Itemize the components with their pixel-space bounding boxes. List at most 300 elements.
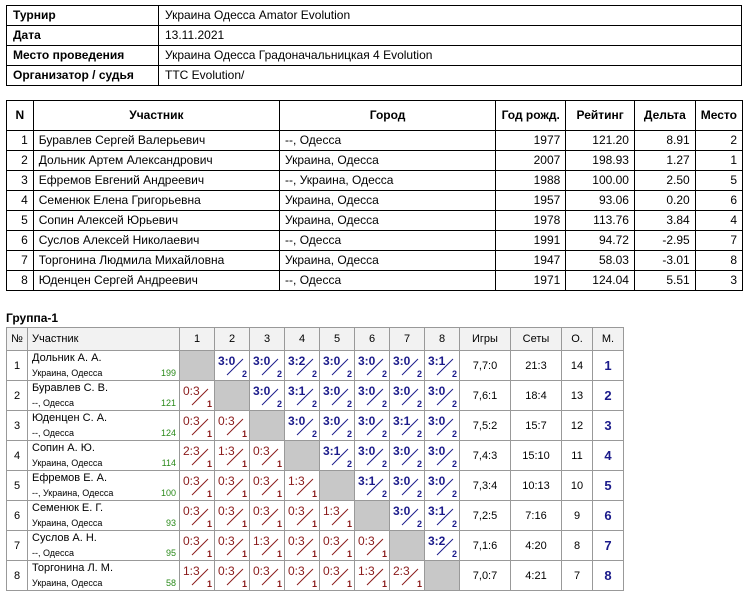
match-points: 2 — [311, 429, 317, 439]
match-score: 0:3 — [183, 384, 200, 398]
match-score: 3:0 — [428, 414, 446, 428]
games-cell: 7,1:6 — [460, 531, 511, 561]
match-score: 0:3 — [288, 534, 305, 548]
group-player-cell — [28, 561, 180, 591]
match-points: 2 — [346, 399, 352, 409]
participants-cell: 124.04 — [566, 271, 635, 291]
participants-cell: Украина, Одесса — [280, 211, 496, 231]
match-score: 2:3 — [183, 444, 200, 458]
match-score: 0:3 — [253, 504, 270, 518]
match-score: 3:1 — [323, 444, 341, 458]
match-score: 3:0 — [428, 444, 446, 458]
points-cell: 13 — [562, 381, 593, 411]
match-points: 1 — [346, 579, 352, 589]
match-score-cell — [425, 501, 460, 531]
self-match-cell — [390, 531, 425, 561]
participants-cell: Украина, Одесса — [280, 191, 496, 211]
match-points: 1 — [206, 459, 212, 469]
group-row — [7, 351, 624, 381]
match-score: 3:1 — [428, 354, 446, 368]
match-score: 3:0 — [323, 414, 341, 428]
match-points: 2 — [451, 369, 457, 379]
match-points: 2 — [416, 369, 422, 379]
match-points: 1 — [206, 399, 212, 409]
self-match-cell — [320, 471, 355, 501]
table-row — [7, 251, 743, 271]
player-rating: 199 — [160, 368, 176, 378]
match-score: 1:3 — [253, 534, 270, 548]
match-score: 3:1 — [428, 504, 446, 518]
group-row — [7, 531, 624, 561]
group-header: 3 — [250, 328, 285, 351]
info-label: Турнир — [7, 6, 159, 26]
participants-cell: 7 — [695, 231, 742, 251]
match-score-cell — [425, 351, 460, 381]
match-score-cell — [425, 471, 460, 501]
player-city: Украина, Одесса — [32, 458, 103, 468]
info-value: Украина Одесса Градоначальницкая 4 Evolution — [159, 46, 742, 66]
group-header: Сеты — [511, 328, 562, 351]
match-score: 3:0 — [288, 414, 306, 428]
match-score: 3:0 — [358, 414, 376, 428]
participants-cell: 1988 — [496, 171, 566, 191]
group-header: М. — [593, 328, 624, 351]
match-points: 1 — [206, 519, 212, 529]
participants-cell: 2007 — [496, 151, 566, 171]
player-name: Ефремов Е. А. — [32, 472, 108, 484]
group-row-number: 2 — [7, 381, 28, 411]
group-row — [7, 441, 624, 471]
match-score-cell — [250, 381, 285, 411]
points-cell: 14 — [562, 351, 593, 381]
match-score: 0:3 — [323, 534, 340, 548]
group-row — [7, 411, 624, 441]
player-city: --, Одесса — [32, 428, 75, 438]
match-score: 3:1 — [288, 384, 306, 398]
match-score-cell — [320, 561, 355, 591]
group-header: 8 — [425, 328, 460, 351]
match-score-cell — [425, 441, 460, 471]
participants-cell: 2 — [7, 151, 34, 171]
match-score: 3:0 — [323, 354, 341, 368]
match-score: 1:3 — [358, 564, 375, 578]
match-score-cell — [285, 501, 320, 531]
player-rating: 114 — [161, 458, 176, 468]
place-cell: 1 — [593, 351, 624, 381]
self-match-cell — [355, 501, 390, 531]
group-header: 7 — [390, 328, 425, 351]
match-score-cell — [320, 381, 355, 411]
player-name: Сопин А. Ю. — [32, 442, 95, 454]
match-score: 1:3 — [183, 564, 200, 578]
participants-cell: 8 — [695, 251, 742, 271]
participants-cell: 1947 — [496, 251, 566, 271]
info-row — [7, 46, 742, 66]
info-value: Украина Одесса Amator Evolution — [159, 6, 742, 26]
match-points: 1 — [241, 459, 247, 469]
match-points: 2 — [381, 459, 387, 469]
points-cell: 11 — [562, 441, 593, 471]
match-points: 2 — [346, 459, 352, 469]
sets-cell: 21:3 — [511, 351, 562, 381]
match-score: 3:0 — [323, 384, 341, 398]
match-points: 1 — [206, 579, 212, 589]
match-score-cell — [390, 471, 425, 501]
match-score: 1:3 — [218, 444, 235, 458]
match-score-cell — [285, 561, 320, 591]
self-match-cell — [285, 441, 320, 471]
participants-header: Город — [280, 101, 496, 131]
match-points: 1 — [276, 459, 282, 469]
participants-cell: 6 — [7, 231, 34, 251]
match-points: 2 — [381, 369, 387, 379]
match-score: 0:3 — [253, 564, 270, 578]
match-score: 3:0 — [218, 354, 236, 368]
match-score: 0:3 — [218, 564, 235, 578]
games-cell: 7,2:5 — [460, 501, 511, 531]
group-title: Группа-1 — [6, 311, 59, 325]
games-cell: 7,4:3 — [460, 441, 511, 471]
match-points: 1 — [241, 429, 247, 439]
match-score-cell — [250, 441, 285, 471]
match-points: 1 — [381, 579, 387, 589]
sets-cell: 10:13 — [511, 471, 562, 501]
sets-cell: 15:7 — [511, 411, 562, 441]
match-score-cell — [320, 501, 355, 531]
match-score-cell — [180, 471, 215, 501]
match-score-cell — [180, 501, 215, 531]
match-score-cell — [215, 471, 250, 501]
points-cell: 12 — [562, 411, 593, 441]
participants-cell: 1 — [7, 131, 34, 151]
group-row-number: 5 — [7, 471, 28, 501]
match-points: 1 — [311, 579, 317, 589]
match-score-cell — [320, 411, 355, 441]
place-cell: 4 — [593, 441, 624, 471]
match-score: 3:2 — [428, 534, 446, 548]
participants-cell: 7 — [7, 251, 34, 271]
match-points: 2 — [241, 369, 247, 379]
participants-header: Дельта — [634, 101, 695, 131]
match-points: 2 — [416, 489, 422, 499]
player-rating: 121 — [160, 398, 176, 408]
group-player-cell — [28, 501, 180, 531]
participants-cell: 1971 — [496, 271, 566, 291]
tournament-info-table — [6, 5, 742, 86]
participants-cell: 1978 — [496, 211, 566, 231]
participants-header: Рейтинг — [566, 101, 635, 131]
match-score: 0:3 — [253, 474, 270, 488]
group-header: 1 — [180, 328, 215, 351]
match-points: 2 — [451, 519, 457, 529]
match-points: 1 — [311, 549, 317, 559]
info-row — [7, 66, 742, 86]
table-row — [7, 191, 743, 211]
points-cell: 7 — [562, 561, 593, 591]
table-row — [7, 231, 743, 251]
match-score: 0:3 — [218, 474, 235, 488]
player-rating: 95 — [165, 548, 176, 558]
group-header: № — [7, 328, 28, 351]
match-score-cell — [390, 351, 425, 381]
match-points: 1 — [241, 549, 247, 559]
match-score-cell — [215, 441, 250, 471]
match-score-cell — [355, 351, 390, 381]
table-row — [7, 211, 743, 231]
match-score: 3:2 — [288, 354, 306, 368]
match-score: 3:0 — [358, 444, 376, 458]
match-score-cell — [180, 411, 215, 441]
participants-cell: Ефремов Евгений Андреевич — [33, 171, 279, 191]
info-value: 13.11.2021 — [159, 26, 742, 46]
player-name: Дольник А. А. — [32, 352, 102, 364]
participants-cell: 58.03 — [566, 251, 635, 271]
participants-cell: 5.51 — [634, 271, 695, 291]
match-score-cell — [390, 441, 425, 471]
participants-cell: Украина, Одесса — [280, 251, 496, 271]
points-cell: 10 — [562, 471, 593, 501]
participants-cell: Торгонина Людмила Михайловна — [33, 251, 279, 271]
participants-cell: 121.20 — [566, 131, 635, 151]
place-cell: 6 — [593, 501, 624, 531]
player-rating: 58 — [165, 578, 176, 588]
match-score: 3:0 — [358, 354, 376, 368]
participants-cell: Буравлев Сергей Валерьевич — [33, 131, 279, 151]
match-points: 1 — [241, 519, 247, 529]
group-player-cell — [28, 531, 180, 561]
match-score: 0:3 — [218, 534, 235, 548]
match-points: 1 — [311, 519, 317, 529]
sets-cell: 4:21 — [511, 561, 562, 591]
participants-cell: 0.20 — [634, 191, 695, 211]
match-points: 1 — [241, 579, 247, 589]
match-score-cell — [355, 441, 390, 471]
games-cell: 7,0:7 — [460, 561, 511, 591]
match-score: 0:3 — [288, 504, 305, 518]
group-player-cell — [28, 441, 180, 471]
player-name: Семенюк Е. Г. — [32, 502, 104, 514]
match-score: 3:0 — [393, 384, 411, 398]
group-row — [7, 501, 624, 531]
participants-cell: Сопин Алексей Юрьевич — [33, 211, 279, 231]
place-cell: 7 — [593, 531, 624, 561]
match-score: 3:0 — [428, 384, 446, 398]
match-points: 1 — [381, 549, 387, 559]
table-row — [7, 171, 743, 191]
table-row — [7, 271, 743, 291]
match-points: 2 — [416, 429, 422, 439]
match-score: 3:0 — [358, 384, 376, 398]
match-score-cell — [285, 531, 320, 561]
match-score-cell — [355, 471, 390, 501]
group-player-cell — [28, 351, 180, 381]
player-city: Украина, Одесса — [32, 518, 103, 528]
player-name: Торгонина Л. М. — [32, 562, 114, 574]
match-points: 2 — [416, 519, 422, 529]
match-score: 0:3 — [323, 564, 340, 578]
participants-cell: 2.50 — [634, 171, 695, 191]
match-score-cell — [215, 351, 250, 381]
match-points: 1 — [416, 579, 422, 589]
match-score: 0:3 — [183, 474, 200, 488]
match-score-cell — [285, 351, 320, 381]
participants-table — [6, 100, 743, 291]
info-row — [7, 6, 742, 26]
self-match-cell — [250, 411, 285, 441]
match-points: 2 — [451, 549, 457, 559]
match-points: 2 — [381, 399, 387, 409]
player-city: Украина, Одесса — [32, 578, 103, 588]
match-points: 2 — [381, 489, 387, 499]
games-cell: 7,7:0 — [460, 351, 511, 381]
match-score-cell — [425, 531, 460, 561]
match-points: 2 — [311, 369, 317, 379]
match-points: 1 — [206, 429, 212, 439]
player-city: --, Украина, Одесса — [32, 488, 114, 498]
match-score-cell — [250, 501, 285, 531]
info-label: Организатор / судья — [7, 66, 159, 86]
match-points: 2 — [416, 399, 422, 409]
match-points: 2 — [451, 459, 457, 469]
sets-cell: 7:16 — [511, 501, 562, 531]
table-row — [7, 151, 743, 171]
match-score-cell — [285, 471, 320, 501]
participants-header: Место — [695, 101, 742, 131]
match-points: 1 — [311, 489, 317, 499]
participants-cell: 1957 — [496, 191, 566, 211]
table-row — [7, 131, 743, 151]
place-cell: 8 — [593, 561, 624, 591]
match-points: 2 — [276, 399, 282, 409]
sets-cell: 4:20 — [511, 531, 562, 561]
participants-cell: 5 — [695, 171, 742, 191]
player-name: Буравлев С. В. — [32, 382, 109, 394]
participants-header: Год рожд. — [496, 101, 566, 131]
match-points: 1 — [346, 549, 352, 559]
participants-cell: 3 — [695, 271, 742, 291]
group-row — [7, 471, 624, 501]
match-points: 1 — [276, 579, 282, 589]
info-value: TTC Evolution/ — [159, 66, 742, 86]
match-score-cell — [180, 531, 215, 561]
participants-cell: Юденцен Сергей Андреевич — [33, 271, 279, 291]
group-row-number: 3 — [7, 411, 28, 441]
self-match-cell — [215, 381, 250, 411]
participants-cell: 113.76 — [566, 211, 635, 231]
participants-cell: 6 — [695, 191, 742, 211]
participants-cell: 198.93 — [566, 151, 635, 171]
games-cell: 7,6:1 — [460, 381, 511, 411]
match-score-cell — [250, 471, 285, 501]
group-row — [7, 561, 624, 591]
participants-cell: 8 — [7, 271, 34, 291]
match-score: 0:3 — [253, 444, 270, 458]
participants-cell: 4 — [7, 191, 34, 211]
info-row — [7, 26, 742, 46]
match-points: 1 — [276, 519, 282, 529]
match-score-cell — [355, 381, 390, 411]
participants-cell: 2 — [695, 131, 742, 151]
match-points: 2 — [451, 489, 457, 499]
group-row-number: 6 — [7, 501, 28, 531]
match-score: 3:0 — [393, 504, 411, 518]
group-row-number: 4 — [7, 441, 28, 471]
participants-cell: --, Одесса — [280, 231, 496, 251]
group-header: 5 — [320, 328, 355, 351]
player-city: Украина, Одесса — [32, 368, 103, 378]
match-points: 2 — [346, 429, 352, 439]
match-score: 3:0 — [253, 384, 271, 398]
match-score: 0:3 — [183, 504, 200, 518]
match-score-cell — [180, 381, 215, 411]
sets-cell: 15:10 — [511, 441, 562, 471]
match-score: 0:3 — [288, 564, 305, 578]
match-score: 3:0 — [428, 474, 446, 488]
group-results-table — [6, 327, 624, 591]
group-row-number: 8 — [7, 561, 28, 591]
participants-cell: -3.01 — [634, 251, 695, 271]
participants-cell: 3.84 — [634, 211, 695, 231]
match-score-cell — [355, 531, 390, 561]
participants-cell: --, Украина, Одесса — [280, 171, 496, 191]
participants-header: N — [7, 101, 34, 131]
match-score: 0:3 — [218, 414, 235, 428]
participants-cell: --, Одесса — [280, 131, 496, 151]
place-cell: 3 — [593, 411, 624, 441]
participants-cell: Суслов Алексей Николаевич — [33, 231, 279, 251]
match-score-cell — [390, 501, 425, 531]
player-rating: 100 — [160, 488, 176, 498]
match-score-cell — [320, 351, 355, 381]
participants-cell: 1991 — [496, 231, 566, 251]
match-score-cell — [250, 531, 285, 561]
match-score-cell — [285, 381, 320, 411]
points-cell: 8 — [562, 531, 593, 561]
group-header: 6 — [355, 328, 390, 351]
match-points: 1 — [346, 519, 352, 529]
match-points: 2 — [276, 369, 282, 379]
group-player-cell — [28, 411, 180, 441]
group-row-number: 1 — [7, 351, 28, 381]
participants-cell: 100.00 — [566, 171, 635, 191]
match-score-cell — [180, 441, 215, 471]
match-score-cell — [285, 411, 320, 441]
self-match-cell — [425, 561, 460, 591]
participants-cell: --, Одесса — [280, 271, 496, 291]
participants-cell: 94.72 — [566, 231, 635, 251]
match-points: 1 — [276, 549, 282, 559]
match-score-cell — [425, 411, 460, 441]
info-label: Место проведения — [7, 46, 159, 66]
match-score: 1:3 — [288, 474, 305, 488]
match-score-cell — [320, 441, 355, 471]
participants-cell: Семенюк Елена Григорьевна — [33, 191, 279, 211]
match-points: 2 — [311, 399, 317, 409]
participants-cell: -2.95 — [634, 231, 695, 251]
group-row-number: 7 — [7, 531, 28, 561]
match-points: 2 — [346, 369, 352, 379]
games-cell: 7,5:2 — [460, 411, 511, 441]
match-points: 2 — [381, 429, 387, 439]
match-score: 3:0 — [393, 354, 411, 368]
participants-cell: 1 — [695, 151, 742, 171]
player-rating: 124 — [160, 428, 176, 438]
group-player-cell — [28, 381, 180, 411]
match-score-cell — [215, 411, 250, 441]
match-score: 2:3 — [393, 564, 410, 578]
match-score: 0:3 — [358, 534, 375, 548]
player-rating: 93 — [165, 518, 176, 528]
